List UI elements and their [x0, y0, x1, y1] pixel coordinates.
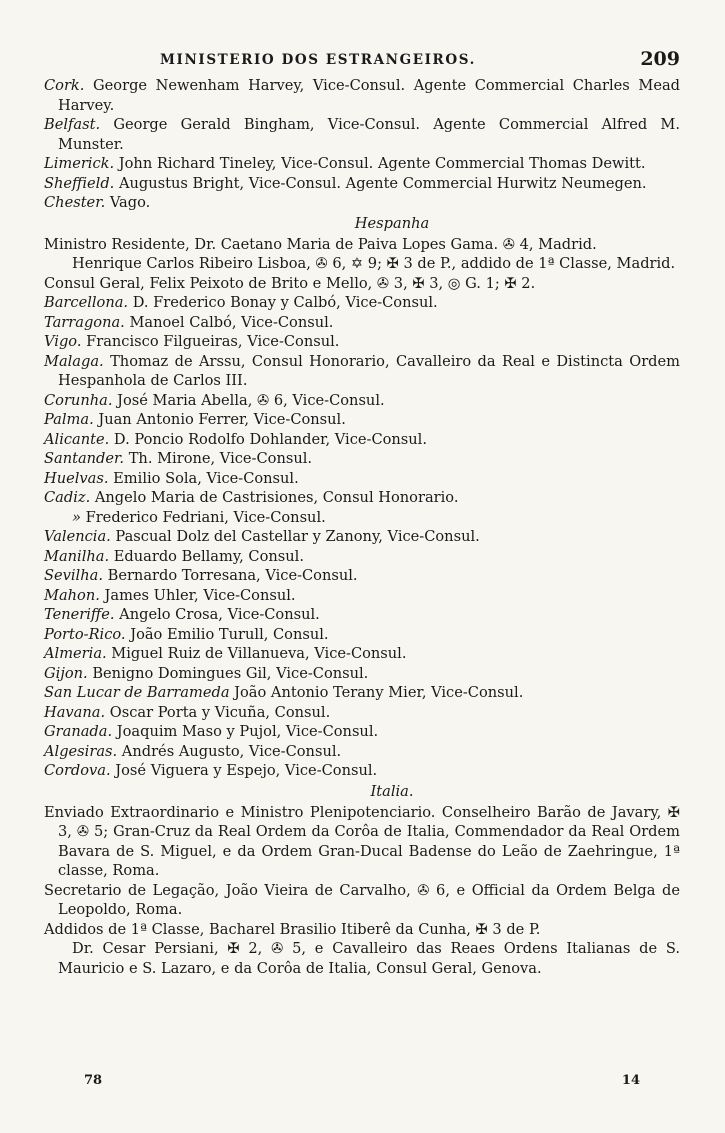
list-entry [44, 664, 680, 684]
running-title: MINISTERIO DOS ESTRANGEIROS. [160, 52, 476, 68]
list-entry [44, 235, 680, 255]
entry-place: Almeria. [44, 645, 107, 662]
entry-text: Benigno Domingues Gil, Vice-Consul. [87, 664, 369, 682]
page-header [44, 48, 684, 78]
page-footer [44, 1073, 684, 1097]
entry-place: Chester. [44, 194, 106, 211]
entry-text: Consul Geral, Felix Peixoto de Brito e Mello, ✇ 3, ✠ 3, ◎ G. 1; ✠ 2. [44, 274, 536, 292]
list-entry [44, 488, 680, 508]
list-entry [44, 703, 680, 723]
entry-text: Addidos de 1ª Classe, Bacharel Brasilio Itiberê da Cunha, ✠ 3 de P. [44, 920, 541, 938]
list-entry [44, 449, 680, 469]
entry-place: Santander. [44, 450, 125, 467]
entry-text: George Gerald Bingham, Vice-Consul. Agente Commercial Alfred M. Munster. [58, 116, 680, 153]
list-entry [44, 313, 680, 333]
entry-text: Emilio Sola, Vice-Consul. [108, 469, 299, 487]
entry-text: John Richard Tineley, Vice-Consul. Agente Commercial Thomas Dewitt. [114, 155, 646, 172]
entry-text: Henrique Carlos Ribeiro Lisboa, ✇ 6, ✡ 9; ✠ 3 de P., addido de 1ª Classe, Madrid. [72, 255, 676, 272]
entry-text: João Antonio Terany Mier, Vice-Consul. [229, 684, 524, 701]
entry-text: Joaquim Maso y Pujol, Vice-Consul. [112, 723, 379, 740]
list-entry [44, 154, 680, 174]
entry-place: Sheffield. [44, 174, 115, 192]
entry-place: Cadiz. [44, 489, 91, 506]
entry-text: D. Poncio Rodolfo Dohlander, Vice-Consul. [109, 430, 427, 448]
entry-place: Barcellona. [44, 294, 129, 311]
list-entry [44, 566, 680, 586]
entry-place: Gijon. [44, 664, 88, 682]
entry-text: Frederico Fedriani, Vice-Consul. [80, 508, 326, 526]
entry-text: Pascual Dolz del Castellar y Zanony, Vice-Consul. [110, 528, 480, 545]
entry-text: Secretario de Legação, João Vieira de Carvalho, ✇ 6, e Official da Ordem Belga de Leopoldo, Roma. [44, 881, 680, 918]
list-entry [44, 254, 680, 274]
list-entry [44, 644, 680, 664]
entry-place: Havana. [44, 703, 106, 721]
entry-text: Angelo Crosa, Vice-Consul. [114, 606, 320, 623]
entry-place: Alicante. [44, 430, 110, 448]
list-entry [44, 625, 680, 645]
entry-place: Belfast. [44, 116, 101, 133]
list-entry [44, 683, 680, 703]
entry-place: Cork. [44, 77, 85, 94]
entry-place: Limerick. [44, 155, 115, 172]
entry-text: Thomaz de Arssu, Consul Honorario, Cavalleiro da Real e Distincta Ordem Hespanhola de Carlos III. [58, 352, 680, 389]
list-entry [44, 803, 680, 881]
signature-mark-left: 78 [84, 1073, 103, 1088]
entry-place: Porto-Rico. [44, 625, 126, 643]
entry-place: Palma. [44, 411, 94, 428]
list-entry [44, 76, 680, 115]
entry-text: Eduardo Bellamy, Consul. [109, 547, 304, 565]
entry-place: Valencia. [44, 528, 111, 545]
entry-text: Andrés Augusto, Vice-Consul. [117, 742, 342, 760]
list-entry [44, 115, 680, 154]
list-entry [44, 920, 680, 940]
entry-text: Manoel Calbó, Vice-Consul. [124, 313, 334, 331]
entry-text: Francisco Filgueiras, Vice-Consul. [81, 333, 340, 350]
list-entry [44, 761, 680, 781]
list-entry [44, 508, 680, 528]
entry-text: Dr. Cesar Persiani, ✠ 2, ✇ 5, e Cavalleiro das Reaes Ordens Italianas de S. Mauricio e S. Lazaro, e da Corôa de Italia, Consul Geral, Genova. [58, 940, 680, 977]
list-entry [44, 742, 680, 762]
entry-place: Vigo. [44, 333, 82, 350]
entry-place: Corunha. [44, 391, 113, 409]
entry-place: Granada. [44, 723, 113, 740]
list-entry [44, 881, 680, 920]
list-entry [44, 332, 680, 352]
entry-place: Tarragona. [44, 313, 125, 331]
entry-text: Bernardo Torresana, Vice-Consul. [102, 567, 358, 584]
page-number: 209 [640, 48, 680, 70]
list-entry [44, 274, 680, 294]
entry-text: Juan Antonio Ferrer, Vice-Consul. [93, 411, 346, 428]
entry-text: George Newenham Harvey, Vice-Consul. Agente Commercial Charles Mead Harvey. [58, 77, 680, 114]
entry-text: James Uhler, Vice-Consul. [99, 586, 296, 604]
list-entry [44, 939, 680, 978]
signature-mark-right: 14 [621, 1073, 640, 1088]
entry-text: Vago. [105, 194, 151, 211]
entry-text: José Maria Abella, ✇ 6, Vice-Consul. [112, 391, 385, 409]
entry-place: Sevilha. [44, 567, 103, 584]
entry-place: » [72, 508, 81, 526]
entry-text: Angelo Maria de Castrisiones, Consul Honorario. [90, 489, 459, 506]
entry-text: João Emilio Turull, Consul. [125, 625, 329, 643]
entry-text: Augustus Bright, Vice-Consul. Agente Commercial Hurwitz Neumegen. [114, 174, 647, 192]
entry-place: Mahon. [44, 586, 100, 604]
entry-text: Ministro Residente, Dr. Caetano Maria de Paiva Lopes Gama. ✇ 4, Madrid. [44, 235, 597, 253]
entry-place: Huelvas. [44, 469, 109, 487]
entry-text: Th. Mirone, Vice-Consul. [124, 450, 313, 467]
list-entry [44, 527, 680, 547]
list-entry [44, 722, 680, 742]
entry-place: San Lucar de Barrameda [44, 684, 230, 701]
entry-text: Oscar Porta y Vicuña, Consul. [105, 703, 331, 721]
entry-text: D. Frederico Bonay y Calbó, Vice-Consul. [128, 294, 438, 311]
list-entry [44, 410, 680, 430]
list-entry [44, 391, 680, 411]
entry-place: Cordova. [44, 762, 111, 779]
page-body [44, 76, 680, 978]
entry-text: Miguel Ruiz de Villanueva, Vice-Consul. [106, 645, 407, 662]
entry-place: Malaga. [44, 352, 104, 370]
entry-text: José Viguera y Espejo, Vice-Consul. [110, 762, 378, 779]
list-entry [44, 547, 680, 567]
entry-text: Enviado Extraordinario e Ministro Plenipotenciario. Conselheiro Barão de Javary, ✠ 3, ✇ 5; Gran-Cruz da Real Ordem da Corôa de Italia, Commendador da Real Ordem Bavara de S. Miguel, e da Ordem Gran-Ducal Badense do Leão de Zaehringue, 1ª classe, Roma. [44, 803, 680, 879]
entry-place: Algesiras. [44, 742, 118, 760]
entry-place: Manilha. [44, 547, 110, 565]
list-entry [44, 193, 680, 213]
section-title: Italia. [370, 782, 414, 800]
list-entry [44, 174, 680, 194]
list-entry [44, 469, 680, 489]
section-title: Hespanha [354, 214, 430, 232]
list-entry [44, 352, 680, 391]
entry-place: Teneriffe. [44, 606, 115, 623]
list-entry [44, 430, 680, 450]
list-entry [44, 586, 680, 606]
list-entry [44, 293, 680, 313]
list-entry [44, 605, 680, 625]
